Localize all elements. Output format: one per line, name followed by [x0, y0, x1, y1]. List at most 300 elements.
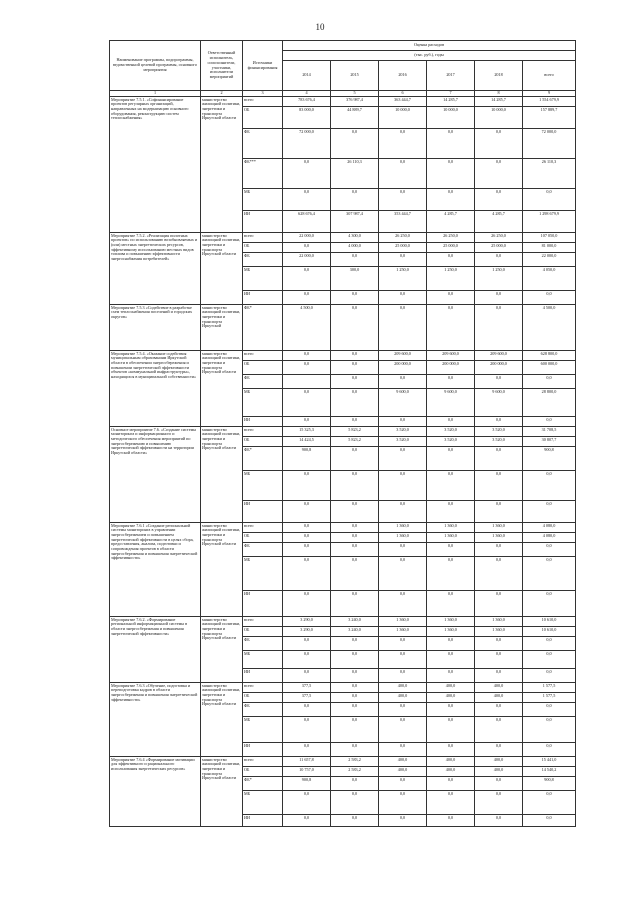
amount-year: 0,0 [283, 637, 331, 651]
measure-title: Мероприятие 7.6.3 «Обучение, подготовка и переподготовка кадров в области энергосбережения и повышения энергетической эффективности» [110, 683, 201, 757]
amount-year: 3 240,0 [331, 617, 379, 627]
amount-year: 26 250,0 [427, 233, 475, 243]
amount-year: 25 000,0 [475, 243, 523, 253]
amount-total: 14 540,2 [523, 767, 576, 777]
amount-year: 0,0 [379, 447, 427, 471]
amount-year: 0,0 [283, 703, 331, 717]
amount-year: 0,0 [379, 791, 427, 815]
funding-source: ОБ [243, 361, 283, 375]
amount-year: 0,0 [283, 815, 331, 827]
amount-year: 353 444,7 [379, 211, 427, 233]
amount-year: 0,0 [427, 471, 475, 501]
amount-year: 0,0 [427, 291, 475, 305]
amount-year: 0,0 [331, 543, 379, 557]
amount-year: 0,0 [475, 651, 523, 669]
funding-source: ИИ [243, 669, 283, 683]
amount-year: 0,0 [475, 417, 523, 427]
amount-total: 15 441,0 [523, 757, 576, 767]
funding-source: ОБ [243, 243, 283, 253]
amount-year: 0,0 [427, 791, 475, 815]
amount-year: 3 520,0 [475, 437, 523, 447]
amount-year: 0,0 [283, 651, 331, 669]
amount-year: 2 583,2 [331, 767, 379, 777]
amount-year: 1 250,0 [475, 267, 523, 291]
funding-source: МБ [243, 791, 283, 815]
amount-year: 0,0 [427, 543, 475, 557]
amount-total: 22 000,0 [523, 253, 576, 267]
amount-year: 0,0 [379, 669, 427, 683]
funding-source: ФБ [243, 543, 283, 557]
amount-year: 0,0 [427, 253, 475, 267]
amount-year: 1 360,0 [427, 523, 475, 533]
amount-total: 81 000,0 [523, 243, 576, 253]
amount-year: 14 285,7 [427, 97, 475, 107]
amount-year: 0,0 [427, 669, 475, 683]
amount-year: 22 000,0 [283, 233, 331, 243]
amount-year: 0,0 [331, 683, 379, 693]
amount-year: 1 360,0 [379, 523, 427, 533]
amount-year: 0,0 [379, 501, 427, 523]
amount-year: 0,0 [331, 815, 379, 827]
amount-year: 10 000,0 [475, 107, 523, 129]
measure-executor: министерство жилищной политики, энергетики и транспорта Иркутской области [201, 97, 243, 233]
amount-year: 0,0 [427, 743, 475, 757]
amount-year: 4 300,0 [331, 233, 379, 243]
amount-year: 4 500,0 [283, 305, 331, 351]
amount-total: 1 554 679,9 [523, 97, 576, 107]
header-estimate: Оценка расходов [283, 41, 576, 51]
amount-year: 0,0 [283, 389, 331, 417]
amount-year: 0,0 [427, 815, 475, 827]
measure-executor: министерство жилищной политики, энергетики и транспорта Иркутской области [201, 233, 243, 305]
amount-year: 1 360,0 [475, 533, 523, 543]
header-year: 2017 [427, 61, 475, 91]
table-row [110, 683, 576, 693]
amount-total: 4 080,0 [523, 523, 576, 533]
amount-year: 0,0 [331, 533, 379, 543]
amount-year: 0,0 [427, 305, 475, 351]
amount-year: 10 000,0 [427, 107, 475, 129]
amount-total: 72 000,0 [523, 129, 576, 159]
funding-source: МБ [243, 389, 283, 417]
amount-year: 1 360,0 [475, 523, 523, 533]
amount-year: 783 676,4 [283, 97, 331, 107]
amount-total: 4 050,0 [523, 267, 576, 291]
amount-year: 0,0 [379, 159, 427, 189]
amount-year: 0,0 [283, 417, 331, 427]
measure-title: Мероприятие 7.6.2. «Формирование региональной информационной системы в области энергосбережения и повышения энергетической эффективности» [110, 617, 201, 683]
funding-source: МБ [243, 471, 283, 501]
amount-year: 0,0 [331, 651, 379, 669]
amount-year: 4 285,7 [427, 211, 475, 233]
amount-year: 0,0 [283, 501, 331, 523]
amount-total: 0,0 [523, 703, 576, 717]
table-row [110, 351, 576, 361]
budget-table-container [109, 40, 575, 827]
amount-year: 11 657,8 [283, 757, 331, 767]
funding-source: ФБ [243, 703, 283, 717]
table-row [110, 757, 576, 767]
header-year: 2015 [331, 61, 379, 91]
amount-year: 200 000,0 [379, 361, 427, 375]
amount-year: 0,0 [331, 791, 379, 815]
funding-source: всего [243, 97, 283, 107]
amount-year: 200 000,0 [427, 361, 475, 375]
amount-year: 0,0 [331, 669, 379, 683]
amount-total: 0,0 [523, 501, 576, 523]
funding-source: ИИ [243, 291, 283, 305]
amount-year: 44 889,7 [331, 107, 379, 129]
amount-year: 0,0 [283, 533, 331, 543]
amount-year: 26 250,0 [379, 233, 427, 243]
amount-year: 377,5 [283, 683, 331, 693]
amount-year: 0,0 [331, 291, 379, 305]
column-number: 5 [331, 91, 379, 97]
amount-total: 28 800,0 [523, 389, 576, 417]
measure-executor: министерство жилищной политики, энергетики и транспорта Иркутской области [201, 617, 243, 683]
amount-year: 0,0 [475, 501, 523, 523]
amount-year: 22 000,0 [283, 253, 331, 267]
amount-year: 0,0 [331, 523, 379, 533]
amount-year: 0,0 [475, 777, 523, 791]
amount-year: 3 290,0 [283, 627, 331, 637]
amount-year: 0,0 [475, 189, 523, 211]
amount-total: 0,0 [523, 471, 576, 501]
measure-title: Мероприятие 7.5.3 «Содействие в разработке схем теплоснабжения поселений и городских округов» [110, 305, 201, 351]
header-year: 2018 [475, 61, 523, 91]
amount-year: 0,0 [331, 693, 379, 703]
budget-table [109, 40, 576, 827]
amount-total: 1 577,5 [523, 693, 576, 703]
amount-year: 0,0 [283, 351, 331, 361]
measure-title: Мероприятие 7.6.1 «Создание региональной системы мониторинга в управлении энергосбережением и повышением энергетической эффективности в целях сбора, предоставления, анализа, подготовки и сопровождения проектов в области энергосбережения и повышения энергетической эффективности» [110, 523, 201, 617]
funding-source: ИИ [243, 591, 283, 617]
amount-year: 3 240,0 [331, 627, 379, 637]
amount-total: 157 889,7 [523, 107, 576, 129]
amount-year: 0,0 [331, 361, 379, 375]
amount-year: 1 360,0 [379, 533, 427, 543]
amount-year: 3 520,0 [475, 427, 523, 437]
amount-year: 0,0 [379, 543, 427, 557]
amount-year: 0,0 [379, 305, 427, 351]
amount-total: 0,0 [523, 651, 576, 669]
amount-year: 5 823,2 [331, 437, 379, 447]
funding-source: ФБ [243, 375, 283, 389]
amount-year: 0,0 [475, 129, 523, 159]
amount-year: 0,0 [475, 375, 523, 389]
funding-source: МБ [243, 717, 283, 743]
amount-year: 5 823,2 [331, 427, 379, 437]
amount-year: 400,0 [475, 767, 523, 777]
amount-year: 3 520,0 [379, 437, 427, 447]
amount-total: 0,0 [523, 791, 576, 815]
amount-year: 1 360,0 [475, 627, 523, 637]
amount-year: 209 600,0 [427, 351, 475, 361]
amount-total: 30 807,7 [523, 437, 576, 447]
funding-source: ОБ [243, 437, 283, 447]
table-row [110, 617, 576, 627]
amount-year: 0,0 [283, 717, 331, 743]
header-units: (тыс. руб.), годы [283, 51, 576, 61]
amount-year: 25 000,0 [379, 243, 427, 253]
amount-year: 4 285,7 [475, 211, 523, 233]
funding-source: ОБ [243, 533, 283, 543]
header-year: 2014 [283, 61, 331, 91]
amount-total: 107 050,0 [523, 233, 576, 243]
amount-year: 0,0 [475, 291, 523, 305]
amount-year: 0,0 [427, 637, 475, 651]
amount-total: 1 298 679,9 [523, 211, 576, 233]
amount-year: 400,0 [427, 767, 475, 777]
page-number: 10 [315, 22, 325, 32]
amount-year: 26 110,3 [331, 159, 379, 189]
amount-year: 83 000,0 [283, 107, 331, 129]
table-row [110, 523, 576, 533]
column-number: 1 [110, 91, 201, 97]
table-body [110, 97, 576, 827]
header-source-column: Источники финансирования [243, 41, 283, 91]
amount-year: 363 444,7 [379, 97, 427, 107]
amount-total: 31 708,5 [523, 427, 576, 437]
amount-year: 0,0 [331, 637, 379, 651]
amount-year: 0,0 [427, 129, 475, 159]
amount-year: 0,0 [283, 591, 331, 617]
measure-executor: министерство жилищной политики, энергетики и транспорта Иркутской области [201, 351, 243, 427]
amount-year: 0,0 [331, 501, 379, 523]
amount-year: 14 285,7 [475, 97, 523, 107]
amount-year: 0,0 [379, 637, 427, 651]
amount-year: 0,0 [283, 543, 331, 557]
amount-year: 0,0 [283, 669, 331, 683]
amount-year: 1 360,0 [379, 617, 427, 627]
amount-year: 0,0 [475, 557, 523, 591]
measure-title: Мероприятие 7.5.2. «Реализация пилотных проектов» по использованию возобновляемых и (или) местных энергетических ресурсов, эффективному использованию местных видов топлива и повышению эффективности энергоснабжения потребителей» [110, 233, 201, 305]
column-number: 6 [379, 91, 427, 97]
amount-total: 0,0 [523, 557, 576, 591]
amount-year: 0,0 [379, 471, 427, 501]
table-row [110, 97, 576, 107]
amount-year: 0,0 [331, 129, 379, 159]
column-number: 2 [201, 91, 243, 97]
funding-source: всего [243, 757, 283, 767]
amount-year: 0,0 [379, 703, 427, 717]
amount-year: 400,0 [427, 693, 475, 703]
amount-year: 376 987,4 [331, 97, 379, 107]
amount-total: 0,0 [523, 543, 576, 557]
amount-year: 0,0 [331, 591, 379, 617]
column-number: 3 [243, 91, 283, 97]
amount-year: 0,0 [475, 743, 523, 757]
amount-year: 400,0 [475, 757, 523, 767]
amount-year: 400,0 [379, 767, 427, 777]
amount-year: 0,0 [379, 291, 427, 305]
amount-year: 0,0 [475, 591, 523, 617]
amount-year: 400,0 [379, 693, 427, 703]
amount-year: 0,0 [331, 471, 379, 501]
amount-year: 400,0 [475, 693, 523, 703]
amount-total: 4 080,0 [523, 533, 576, 543]
measure-title: Основное мероприятие 7.6. «Создание системы мониторинга и информационного и методического обеспечения мероприятий по энергосбережению и повышению энергетической эффективности на территории Иркутской области» [110, 427, 201, 523]
amount-year: 400,0 [475, 683, 523, 693]
amount-year: 0,0 [427, 591, 475, 617]
header-executor-column: Ответственный исполнитель, соисполнители, участники, исполнители мероприятий [201, 41, 243, 91]
amount-year: 0,0 [427, 777, 475, 791]
header-total: всего [523, 61, 576, 91]
amount-year: 0,0 [427, 189, 475, 211]
amount-year: 0,0 [475, 471, 523, 501]
amount-year: 400,0 [427, 683, 475, 693]
amount-total: 0,0 [523, 375, 576, 389]
amount-year: 0,0 [283, 471, 331, 501]
measure-executor: министерство жилищной политики, энергетики и транспорта Иркутской области [201, 427, 243, 523]
funding-source: всего [243, 233, 283, 243]
header-name-column: Наименование программы, подпрограммы, ведомственной целевой программы, основного мероприятия [110, 41, 201, 91]
amount-year: 200 000,0 [475, 361, 523, 375]
amount-year: 9 600,0 [475, 389, 523, 417]
funding-source: ИИ [243, 743, 283, 757]
amount-year: 0,0 [379, 717, 427, 743]
amount-year: 0,0 [283, 743, 331, 757]
amount-year: 1 360,0 [427, 627, 475, 637]
amount-year: 0,0 [475, 543, 523, 557]
amount-year: 0,0 [427, 159, 475, 189]
column-number: 4 [283, 91, 331, 97]
amount-year: 0,0 [379, 557, 427, 591]
amount-year: 0,0 [283, 189, 331, 211]
amount-year: 3 520,0 [427, 427, 475, 437]
funding-source: ФБ* [243, 305, 283, 351]
column-number: 9 [523, 91, 576, 97]
column-number: 8 [475, 91, 523, 97]
funding-source: ИИ [243, 501, 283, 523]
funding-source: ИИ [243, 417, 283, 427]
funding-source: ОБ [243, 107, 283, 129]
measure-executor: министерство жилищной политики, энергетики и транспорта Иркутской области [201, 757, 243, 827]
measure-executor: министерство жилищной политики, энергетики и транспорта Иркутской [201, 305, 243, 351]
amount-year: 0,0 [379, 375, 427, 389]
amount-year: 0,0 [283, 361, 331, 375]
amount-year: 1 360,0 [427, 617, 475, 627]
amount-year: 0,0 [331, 743, 379, 757]
amount-year: 0,0 [379, 743, 427, 757]
amount-year: 0,0 [379, 129, 427, 159]
amount-year: 10 000,0 [379, 107, 427, 129]
amount-year: 0,0 [427, 651, 475, 669]
funding-source: ИИ [243, 815, 283, 827]
funding-source: ФБ [243, 253, 283, 267]
amount-year: 0,0 [331, 389, 379, 417]
amount-year: 0,0 [331, 417, 379, 427]
funding-source: ФБ* [243, 447, 283, 471]
amount-total: 0,0 [523, 743, 576, 757]
table-row [110, 305, 576, 351]
amount-year: 0,0 [331, 703, 379, 717]
amount-year: 0,0 [283, 267, 331, 291]
funding-source: ОБ [243, 693, 283, 703]
amount-year: 0,0 [427, 557, 475, 591]
amount-total: 1 577,5 [523, 683, 576, 693]
amount-year: 0,0 [331, 717, 379, 743]
amount-year: 0,0 [283, 557, 331, 591]
amount-year: 209 600,0 [475, 351, 523, 361]
amount-year: 1 250,0 [379, 267, 427, 291]
funding-source: МБ [243, 267, 283, 291]
funding-source: МБ [243, 651, 283, 669]
amount-year: 0,0 [427, 703, 475, 717]
amount-total: 628 800,0 [523, 351, 576, 361]
amount-year: 2 583,2 [331, 757, 379, 767]
amount-year: 0,0 [475, 159, 523, 189]
funding-source: ИИ [243, 211, 283, 233]
amount-year: 0,0 [427, 417, 475, 427]
amount-year: 0,0 [283, 523, 331, 533]
amount-year: 0,0 [427, 717, 475, 743]
amount-year: 0,0 [379, 417, 427, 427]
amount-total: 0,0 [523, 637, 576, 651]
amount-year: 15 325,3 [283, 427, 331, 437]
measure-title: Мероприятие 7.6.4 «Формирование мотивации для эффективного и рационального использования энергетических ресурсов» [110, 757, 201, 827]
measure-title: Мероприятие 7.5.4. «Оказание содействия муниципальным образованиям Иркутской области в обеспечении энергосбережения и повышении энергетической эффективности объектов «коммунальной инфраструктуры», находящихся в муниципальной собственности» [110, 351, 201, 427]
amount-total: 900,8 [523, 777, 576, 791]
amount-year: 14 424,5 [283, 437, 331, 447]
amount-total: 900,8 [523, 447, 576, 471]
amount-year: 0,0 [379, 777, 427, 791]
amount-year: 900,8 [283, 777, 331, 791]
funding-source: всего [243, 351, 283, 361]
amount-year: 0,0 [475, 717, 523, 743]
amount-year: 72 000,0 [283, 129, 331, 159]
amount-year: 0,0 [427, 375, 475, 389]
amount-year: 1 360,0 [427, 533, 475, 543]
funding-source: МБ [243, 557, 283, 591]
amount-year: 9 600,0 [427, 389, 475, 417]
amount-total: 0,0 [523, 291, 576, 305]
table-row [110, 233, 576, 243]
amount-year: 0,0 [475, 447, 523, 471]
amount-year: 0,0 [379, 189, 427, 211]
amount-year: 377,5 [283, 693, 331, 703]
amount-year: 1 360,0 [475, 617, 523, 627]
amount-year: 0,0 [331, 447, 379, 471]
amount-year: 0,0 [331, 777, 379, 791]
column-number: 7 [427, 91, 475, 97]
amount-year: 307 987,4 [331, 211, 379, 233]
measure-executor: министерство жилищной политики, энергетики и транспорта Иркутской области [201, 523, 243, 617]
funding-source: всего [243, 523, 283, 533]
funding-source: всего [243, 683, 283, 693]
amount-year: 0,0 [331, 189, 379, 211]
amount-year [283, 375, 331, 389]
amount-total: 0,0 [523, 591, 576, 617]
amount-year: 0,0 [331, 375, 379, 389]
amount-year: 3 520,0 [427, 437, 475, 447]
amount-year: 4 000,0 [331, 243, 379, 253]
funding-source: ФБ*** [243, 159, 283, 189]
header-year: 2016 [379, 61, 427, 91]
amount-year: 1 360,0 [379, 627, 427, 637]
amount-year: 1 250,0 [427, 267, 475, 291]
amount-year: 0,0 [475, 703, 523, 717]
amount-year: 0,0 [475, 637, 523, 651]
amount-year: 0,0 [475, 669, 523, 683]
funding-source: ФБ [243, 129, 283, 159]
amount-total: 10 610,0 [523, 627, 576, 637]
amount-year: 400,0 [379, 757, 427, 767]
amount-total: 0,0 [523, 669, 576, 683]
amount-year: 0,0 [475, 305, 523, 351]
amount-year: 0,0 [331, 253, 379, 267]
amount-total: 600 000,0 [523, 361, 576, 375]
